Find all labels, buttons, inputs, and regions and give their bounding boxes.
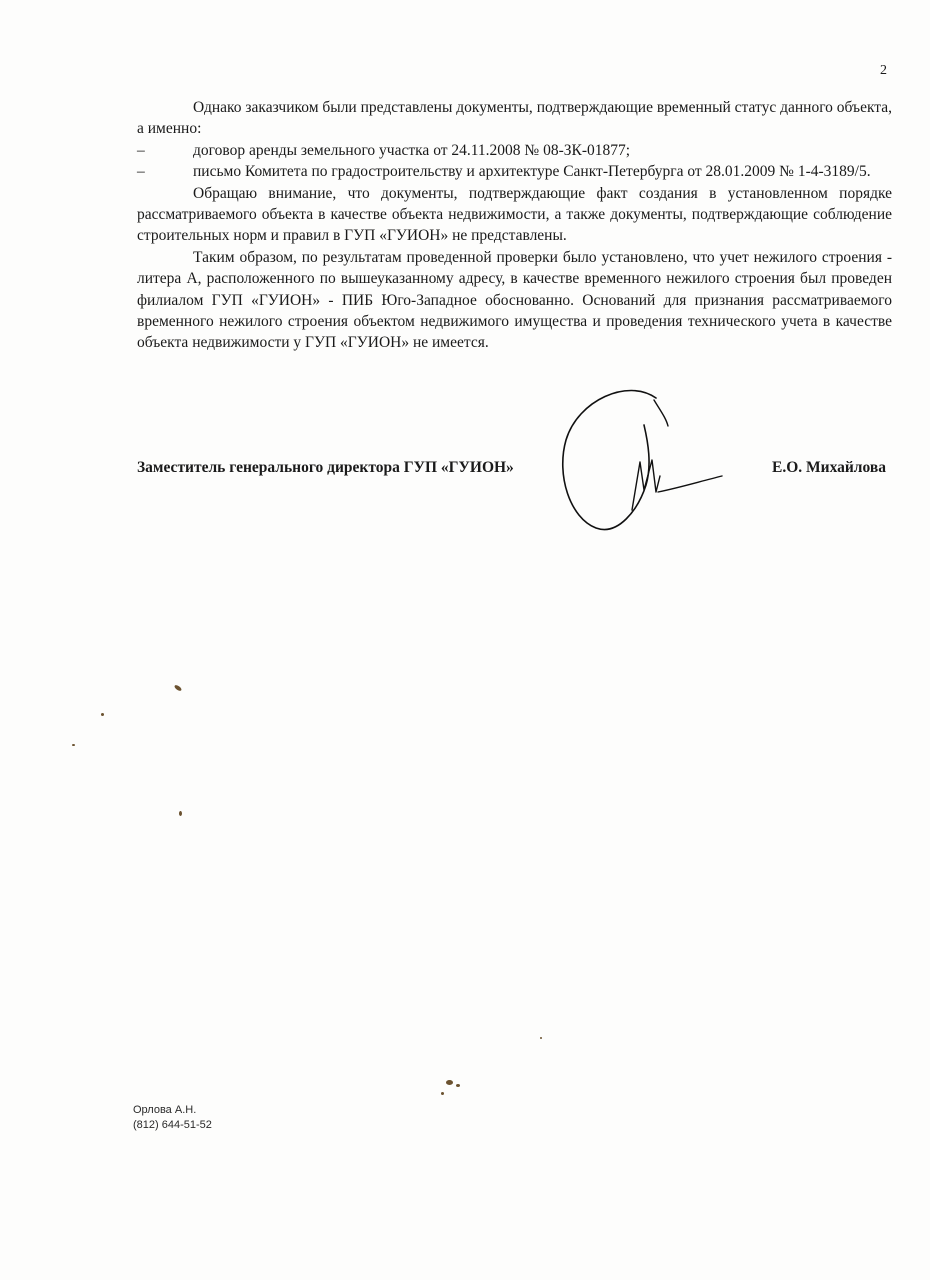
list-item-text: письмо Комитета по градостроительству и архитектуре Санкт-Петербурга от 28.01.2009 № 1-4-3189/5. bbox=[193, 163, 871, 181]
paper-speck bbox=[441, 1092, 444, 1095]
signatory-title: Заместитель генерального директора ГУП «ГУИОН» bbox=[137, 459, 514, 476]
paper-speck bbox=[72, 744, 75, 746]
paper-speck bbox=[101, 713, 104, 716]
paper-speck bbox=[179, 811, 182, 816]
paper-speck bbox=[456, 1084, 460, 1087]
list-item-text: договор аренды земельного участка от 24.11.2008 № 08-ЗК-01877; bbox=[193, 141, 631, 159]
paragraph-attention: Обращаю внимание, что документы, подтверждающие факт создания в установленном порядке рассматриваемого объекта в качестве объекта недвижимости, а также документы, подтверждающие соблюдение строительных норм и правил в ГУП «ГУИОН» не представлены. bbox=[137, 184, 892, 245]
paragraph-conclusion: Таким образом, по результатам проведенной проверки было установлено, что учет нежилого строения - литера А, расположенного по вышеуказанному адресу, в качестве временного нежилого строения был проведен филиалом ГУП «ГУИОН» - ПИБ Юго-Западное обоснованно. Оснований для признания рассматриваемого временного нежилого строения объектом недвижимого имущества и проведения технического учета в качестве объекта недвижимости у ГУП «ГУИОН» не имеется. bbox=[137, 248, 892, 352]
list-dash: – bbox=[137, 163, 145, 181]
signatory-name: Е.О. Михайлова bbox=[772, 459, 886, 476]
paper-speck bbox=[446, 1080, 453, 1085]
body-text bbox=[137, 97, 892, 354]
paper-speck bbox=[540, 1037, 542, 1039]
paragraph-documents-presented: Однако заказчиком были представлены документы, подтверждающие временный статус данного объекта, а именно: bbox=[137, 99, 892, 138]
page-number: 2 bbox=[880, 63, 887, 78]
paper-speck bbox=[174, 684, 183, 692]
list-item-committee-letter bbox=[137, 161, 892, 182]
list-dash: – bbox=[137, 141, 145, 159]
list-item-lease-agreement bbox=[137, 140, 892, 161]
executor-block bbox=[133, 1103, 212, 1133]
executor-phone: (812) 644-51-52 bbox=[133, 1119, 212, 1131]
executor-name: Орлова А.Н. bbox=[133, 1104, 197, 1116]
handwritten-signature bbox=[548, 380, 738, 540]
